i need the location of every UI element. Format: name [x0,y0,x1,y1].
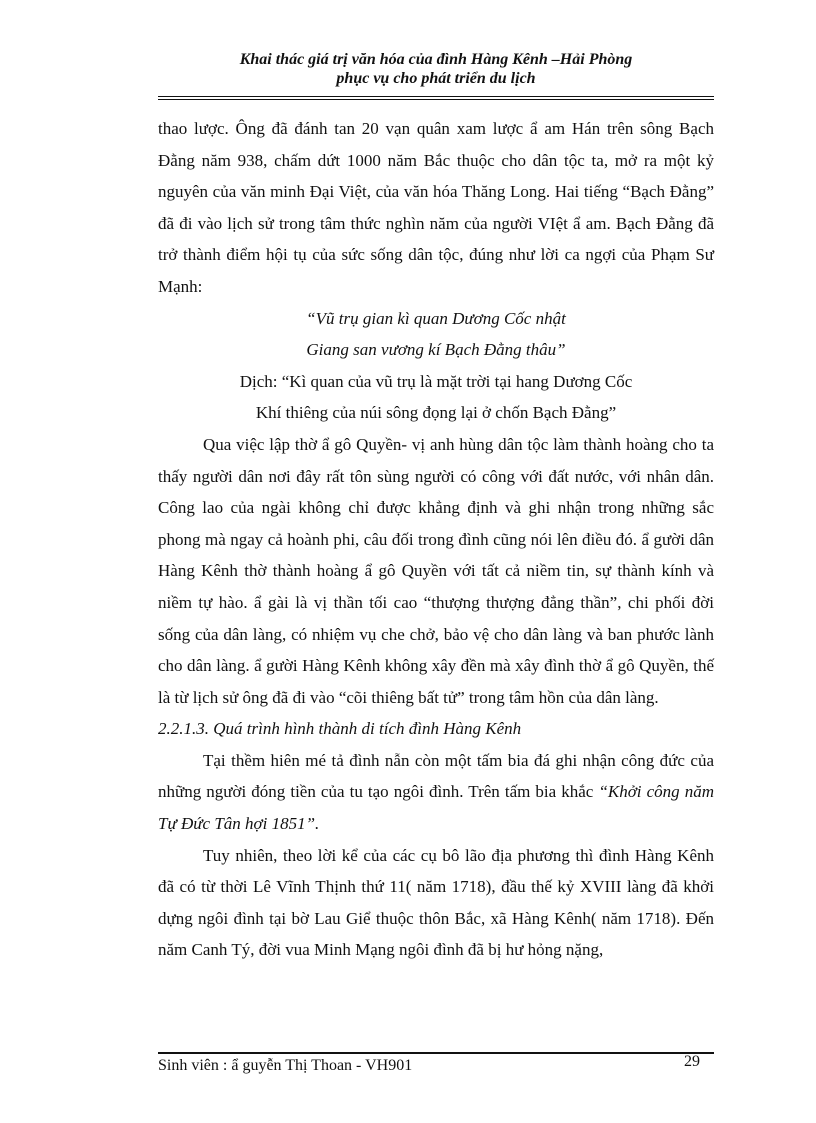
paragraph-3 [158,745,714,840]
translation-line-1: Dịch: “Kì quan của vũ trụ là mặt trời tại hang Dương Cốc [239,371,633,391]
header-title-line1: Khai thác giá trị văn hóa của đình Hàng Kênh –Hải Phòng [239,51,633,68]
verse-line-2: Giang san vương kí Bạch Đằng thâu” [306,340,566,360]
inscription-quote: “Khởi công năm Tự Đức Tân hợi 1851”. [158,782,714,834]
header-divider [158,96,714,100]
translation-line-2: Khí thiêng của núi sông đọng lại ở chốn Bạch Đằng” [255,403,617,423]
verse-line-1: “Vũ trụ gian kì quan Dương Cốc nhật [306,308,566,328]
footer-divider [158,1052,714,1054]
section-heading: 2.2.1.3. Quá trình hình thành di tích đình Hàng Kênh [158,719,522,739]
running-header [158,50,714,88]
paragraph-3-text: Tại thềm hiên mé tả đình nẫn còn một tấm bia đá ghi nhận công đức của những người đóng tiền của tu tạo ngôi đình. Trên tấm bia khắc [158,750,714,802]
paragraph-1: thao lược. Ông đã đánh tan 20 vạn quân xam lược ẩ am Hán trên sông Bạch Đằng năm 938, chấm dứt 1000 năm Bắc thuộc cho dân tộc ta, mở ra một kỷ nguyên của văn minh Đại Việt, của văn hóa Thăng Long. Hai tiếng “Bạch Đằng” đã đi vào lịch sử trong tâm thức nghìn năm của người VIệt ẩ am. Bạch Đằng đã trở thành điểm hội tụ của sức sống dân tộc, đúng như lời ca ngợi của Phạm Sư Mạnh: [158,119,714,296]
page-body [158,113,714,966]
page-number: 29 [684,1053,700,1070]
footer-student: Sinh viên : ẩ guyễn Thị Thoan - VH901 [158,1057,413,1074]
header-title-line2: phục vụ cho phát triển du lịch [336,70,536,87]
paragraph-2: Qua việc lập thờ ẩ gô Quyền- vị anh hùng dân tộc làm thành hoàng cho ta thấy người dân nơi đây rất tôn sùng người có công với đất nước, với nhân dân. Công lao của ngài không chỉ được khẳng định và ghi nhận trong những sắc phong mà ngay cả hoành phi, câu đối trong đình cũng nói lên điều đó. ẩ gười dân Hàng Kênh thờ thành hoàng ẩ gô Quyền với tất cả niềm tin, sự thành kính và niềm tự hào. ẩ gài là vị thần tối cao “thượng thượng đẳng thần”, chi phối đời sống của dân làng, có nhiệm vụ che chở, bảo vệ cho dân làng và ban phước lành cho dân làng. ẩ gười Hàng Kênh không xây đền mà xây đình thờ ẩ gô Quyền, thế là từ lịch sử ông đã đi vào “cõi thiêng bất tử” trong tâm hồn của dân làng. [158,434,714,707]
paragraph-4: Tuy nhiên, theo lời kể của các cụ bô lão địa phương thì đình Hàng Kênh đã có từ thời Lê Vĩnh Thịnh thứ 11( năm 1718), đầu thế kỷ XVIII làng đã khởi dựng ngôi đình tại bờ Lau Giể thuộc thôn Bắc, xã Hàng Kênh( năm 1718). Đến năm Canh Tý, đời vua Minh Mạng ngôi đình đã bị hư hỏng nặng, [158,845,714,960]
